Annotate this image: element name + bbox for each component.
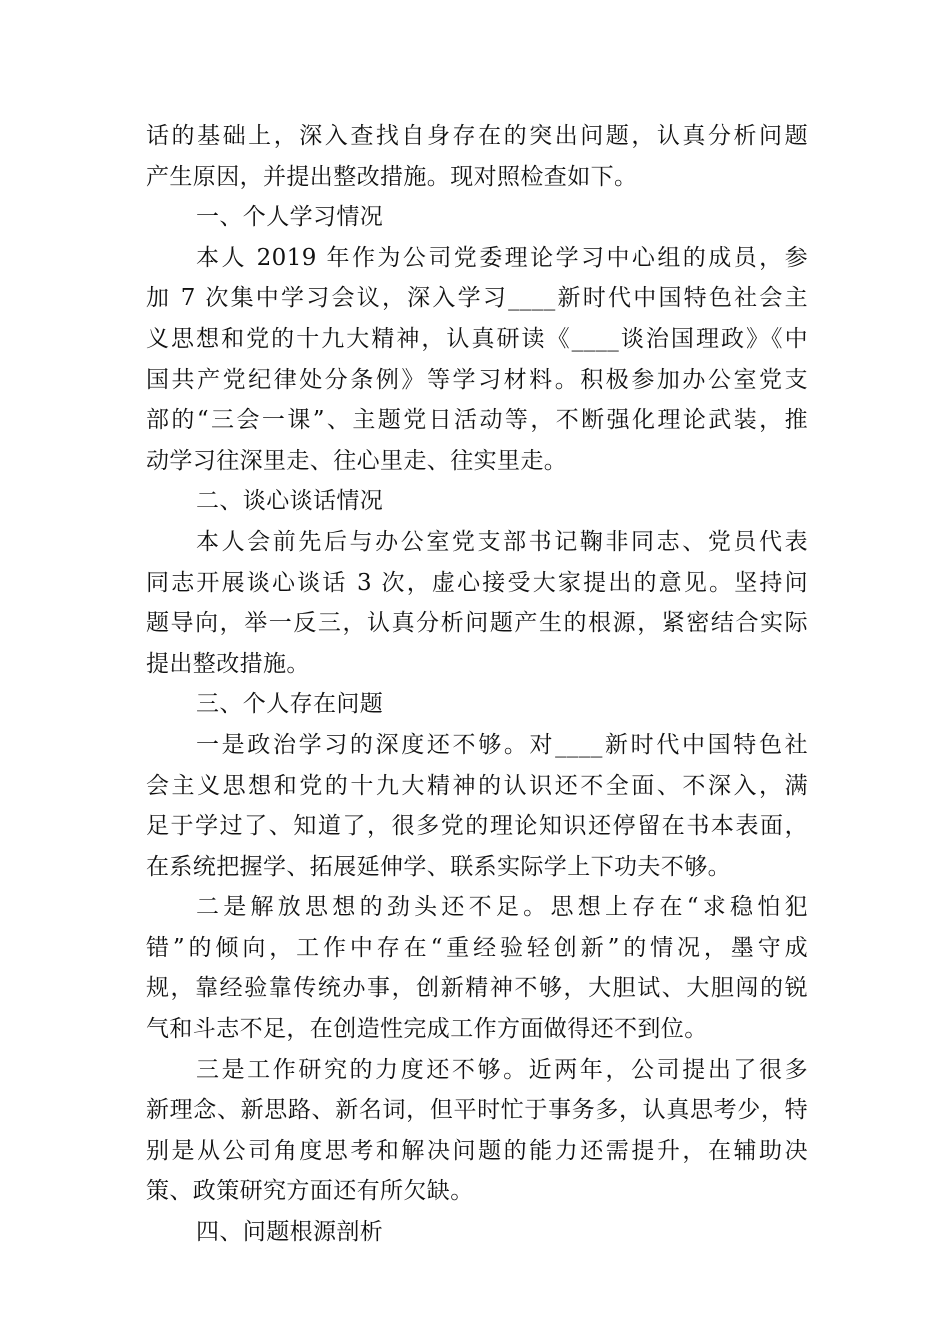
text-line: 足于学过了、知道了，很多党的理论知识还停留在书本表面， [146,813,808,840]
text-line: 规，靠经验靠传统办事，创新精神不够，大胆试、大胆闯的锐 [146,975,808,1002]
text-line: 国共产党纪律处分条例》等学习材料。积极参加办公室党支 [146,366,808,393]
text-line: 义思想和党的十九大精神，认真研读《____谈治国理政》《中 [146,325,808,352]
text-line: 同志开展谈心谈话 3 次，虚心接受大家提出的意见。坚持问 [146,569,808,596]
text-line: 话的基础上，深入查找自身存在的突出问题，认真分析问题 [146,123,808,149]
text-line: 动学习往深里走、往心里走、往实里走。 [146,447,568,474]
text-line: 加 7 次集中学习会议，深入学习____新时代中国特色社会主 [146,285,808,312]
text-line: 部的“三会一课”、主题党日活动等，不断强化理论武装，推 [146,407,808,434]
section-heading: 一、个人学习情况 [196,204,384,231]
text-line: 策、政策研究方面还有所欠缺。 [146,1178,474,1205]
text-line: 在系统把握学、拓展延伸学、联系实际学上下功夫不够。 [146,853,731,880]
section-heading: 三、个人存在问题 [196,691,384,718]
text-line: 三是工作研究的力度还不够。近两年，公司提出了很多 [196,1056,808,1083]
document-body [146,116,808,1253]
section-heading: 四、问题根源剖析 [196,1219,384,1246]
text-line: 题导向，举一反三，认真分析问题产生的根源，紧密结合实际 [146,610,808,637]
text-line: 新理念、新思路、新名词，但平时忙于事务多，认真思考少，特 [146,1097,808,1124]
section-heading: 二、谈心谈话情况 [196,488,384,515]
text-line: 提出整改措施。 [146,650,310,677]
text-line: 气和斗志不足，在创造性完成工作方面做得还不到位。 [146,1016,708,1043]
text-line: 本人会前先后与办公室党支部书记鞠非同志、党员代表 [196,528,808,555]
text-line: 二是解放思想的劲头还不足。思想上存在“求稳怕犯 [196,894,808,921]
text-line: 会主义思想和党的十九大精神的认识还不全面、不深入，满 [146,772,808,799]
text-line: 产生原因，并提出整改措施。现对照检查如下。 [146,163,638,190]
text-line: 本人 2019 年作为公司党委理论学习中心组的成员，参 [196,244,808,271]
text-line: 别是从公司角度思考和解决问题的能力还需提升，在辅助决 [146,1137,808,1164]
text-line: 错”的倾向，工作中存在“重经验轻创新”的情况，墨守成 [146,934,808,961]
text-line: 一是政治学习的深度还不够。对____新时代中国特色社 [196,731,808,758]
